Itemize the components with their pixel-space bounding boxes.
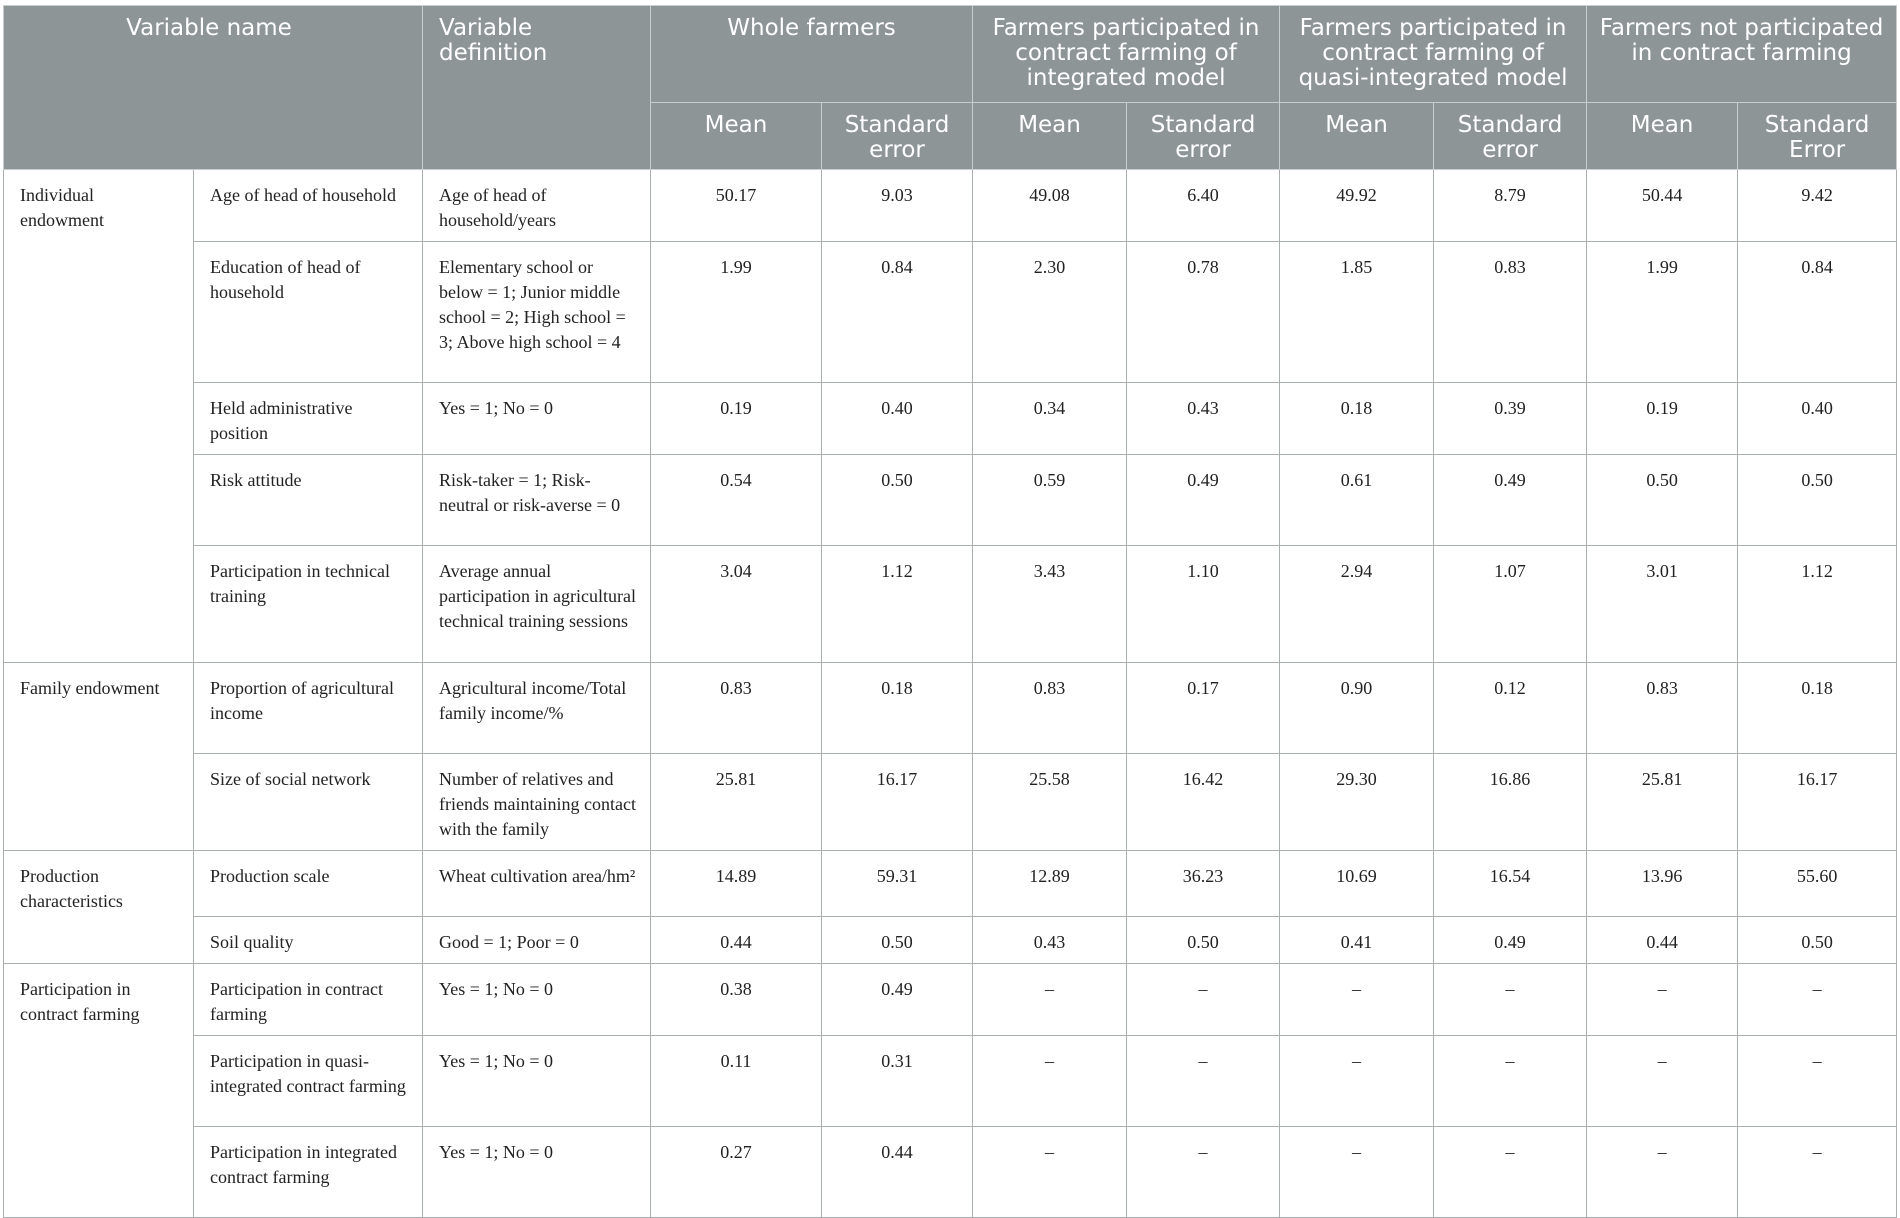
value-cell: – (1434, 1036, 1587, 1127)
table-row (4, 170, 1897, 242)
value-cell: 0.50 (1587, 455, 1738, 546)
value-cell: 0.43 (1127, 383, 1280, 455)
value-cell: 0.90 (1280, 663, 1434, 754)
value-cell: 25.81 (651, 754, 822, 851)
header-sub-mean: Mean (651, 103, 822, 170)
value-cell: 1.12 (1738, 546, 1897, 663)
value-cell: 0.50 (822, 455, 973, 546)
value-cell: – (1587, 1036, 1738, 1127)
value-cell: 0.49 (822, 964, 973, 1036)
variable-definition-cell: Yes = 1; No = 0 (423, 1127, 651, 1218)
value-cell: 0.50 (1738, 917, 1897, 964)
value-cell: 25.81 (1587, 754, 1738, 851)
value-cell: – (1127, 1127, 1280, 1218)
variable-definition-cell: Yes = 1; No = 0 (423, 383, 651, 455)
value-cell: 1.12 (822, 546, 973, 663)
value-cell: 36.23 (1127, 851, 1280, 917)
variable-name-cell: Soil quality (194, 917, 423, 964)
variable-definition-cell: Yes = 1; No = 0 (423, 1036, 651, 1127)
variable-definition-cell: Average annual participation in agricultural technical training sessions (423, 546, 651, 663)
value-cell: 1.10 (1127, 546, 1280, 663)
value-cell: – (1127, 1036, 1280, 1127)
header-sub-standard-error: Standard Error (1738, 103, 1897, 170)
value-cell: – (1280, 964, 1434, 1036)
variable-name-cell: Education of head of household (194, 242, 423, 383)
value-cell: 59.31 (822, 851, 973, 917)
table-row (4, 917, 1897, 964)
header-sub-standard-error: Standard error (822, 103, 973, 170)
value-cell: 8.79 (1434, 170, 1587, 242)
value-cell: – (973, 1127, 1127, 1218)
variable-name-cell: Participation in technical training (194, 546, 423, 663)
value-cell: 0.18 (1280, 383, 1434, 455)
header-variable-name: Variable name (4, 6, 423, 170)
header-group-integrated: Farmers participated in contract farming of integrated model (973, 6, 1280, 103)
value-cell: – (1738, 1127, 1897, 1218)
variable-name-cell: Participation in quasi-integrated contract farming (194, 1036, 423, 1127)
category-cell: Production characteristics (4, 851, 194, 964)
variable-name-cell: Age of head of household (194, 170, 423, 242)
variable-definition-cell: Agricultural income/Total family income/% (423, 663, 651, 754)
value-cell: 0.18 (1738, 663, 1897, 754)
value-cell: 0.12 (1434, 663, 1587, 754)
value-cell: – (973, 964, 1127, 1036)
value-cell: – (1738, 964, 1897, 1036)
value-cell: 50.17 (651, 170, 822, 242)
variable-definition-cell: Elementary school or below = 1; Junior middle school = 2; High school = 3; Above high school = 4 (423, 242, 651, 383)
statistics-table (3, 5, 1897, 1218)
value-cell: – (1587, 1127, 1738, 1218)
header-sub-mean: Mean (1587, 103, 1738, 170)
table-row (4, 546, 1897, 663)
value-cell: 25.58 (973, 754, 1127, 851)
value-cell: 0.84 (822, 242, 973, 383)
value-cell: 0.54 (651, 455, 822, 546)
value-cell: 0.18 (822, 663, 973, 754)
value-cell: 0.11 (651, 1036, 822, 1127)
header-sub-standard-error: Standard error (1127, 103, 1280, 170)
value-cell: – (1280, 1127, 1434, 1218)
variable-definition-cell: Wheat cultivation area/hm² (423, 851, 651, 917)
value-cell: 0.44 (1587, 917, 1738, 964)
table-row (4, 242, 1897, 383)
variable-definition-cell: Good = 1; Poor = 0 (423, 917, 651, 964)
value-cell: 2.30 (973, 242, 1127, 383)
value-cell: 0.49 (1434, 917, 1587, 964)
header-group-not-participated: Farmers not participated in contract farming (1587, 6, 1897, 103)
variable-name-cell: Proportion of agricultural income (194, 663, 423, 754)
value-cell: 13.96 (1587, 851, 1738, 917)
header-group-whole: Whole farmers (651, 6, 973, 103)
value-cell: 0.38 (651, 964, 822, 1036)
variable-definition-cell: Yes = 1; No = 0 (423, 964, 651, 1036)
variable-name-cell: Participation in contract farming (194, 964, 423, 1036)
value-cell: – (1434, 964, 1587, 1036)
value-cell: 0.19 (1587, 383, 1738, 455)
value-cell: 0.78 (1127, 242, 1280, 383)
variable-name-cell: Risk attitude (194, 455, 423, 546)
value-cell: 16.54 (1434, 851, 1587, 917)
header-sub-mean: Mean (1280, 103, 1434, 170)
value-cell: 1.07 (1434, 546, 1587, 663)
value-cell: 0.31 (822, 1036, 973, 1127)
value-cell: 0.44 (651, 917, 822, 964)
value-cell: 6.40 (1127, 170, 1280, 242)
category-cell: Family endowment (4, 663, 194, 851)
value-cell: 0.83 (1434, 242, 1587, 383)
value-cell: – (1127, 964, 1280, 1036)
value-cell: 0.84 (1738, 242, 1897, 383)
variable-definition-cell: Age of head of household/years (423, 170, 651, 242)
value-cell: 55.60 (1738, 851, 1897, 917)
header-sub-standard-error: Standard error (1434, 103, 1587, 170)
value-cell: 0.50 (1738, 455, 1897, 546)
variable-name-cell: Participation in integrated contract farming (194, 1127, 423, 1218)
table-row (4, 964, 1897, 1036)
table-row (4, 455, 1897, 546)
value-cell: 0.41 (1280, 917, 1434, 964)
value-cell: 0.40 (1738, 383, 1897, 455)
value-cell: 0.61 (1280, 455, 1434, 546)
value-cell: 0.43 (973, 917, 1127, 964)
table-row (4, 663, 1897, 754)
value-cell: 0.40 (822, 383, 973, 455)
value-cell: 0.19 (651, 383, 822, 455)
value-cell: 3.01 (1587, 546, 1738, 663)
value-cell: 0.49 (1434, 455, 1587, 546)
variable-name-cell: Production scale (194, 851, 423, 917)
variable-name-cell: Size of social network (194, 754, 423, 851)
value-cell: 16.17 (822, 754, 973, 851)
table-row (4, 754, 1897, 851)
value-cell: – (1738, 1036, 1897, 1127)
header-group-quasi-integrated: Farmers participated in contract farming of quasi-integrated model (1280, 6, 1587, 103)
value-cell: 12.89 (973, 851, 1127, 917)
value-cell: 9.42 (1738, 170, 1897, 242)
value-cell: 49.08 (973, 170, 1127, 242)
value-cell: 0.83 (973, 663, 1127, 754)
variable-definition-cell: Risk-taker = 1; Risk-neutral or risk-averse = 0 (423, 455, 651, 546)
value-cell: 0.49 (1127, 455, 1280, 546)
value-cell: 1.99 (651, 242, 822, 383)
variable-definition-cell: Number of relatives and friends maintaining contact with the family (423, 754, 651, 851)
value-cell: 49.92 (1280, 170, 1434, 242)
value-cell: 10.69 (1280, 851, 1434, 917)
value-cell: 3.43 (973, 546, 1127, 663)
value-cell: 1.85 (1280, 242, 1434, 383)
value-cell: 29.30 (1280, 754, 1434, 851)
value-cell: 0.17 (1127, 663, 1280, 754)
value-cell: 0.44 (822, 1127, 973, 1218)
value-cell: 0.83 (1587, 663, 1738, 754)
category-cell: Individual endowment (4, 170, 194, 663)
table-row (4, 1036, 1897, 1127)
value-cell: 0.39 (1434, 383, 1587, 455)
value-cell: 14.89 (651, 851, 822, 917)
value-cell: – (1587, 964, 1738, 1036)
value-cell: 1.99 (1587, 242, 1738, 383)
value-cell: 2.94 (1280, 546, 1434, 663)
value-cell: 16.86 (1434, 754, 1587, 851)
value-cell: 0.59 (973, 455, 1127, 546)
value-cell: 3.04 (651, 546, 822, 663)
table-row (4, 383, 1897, 455)
table-row (4, 1127, 1897, 1218)
value-cell: – (1280, 1036, 1434, 1127)
value-cell: 16.42 (1127, 754, 1280, 851)
value-cell: 0.83 (651, 663, 822, 754)
table-body (4, 170, 1897, 1218)
variable-name-cell: Held administrative position (194, 383, 423, 455)
header-variable-definition: Variable definition (423, 6, 651, 170)
value-cell: 50.44 (1587, 170, 1738, 242)
value-cell: 9.03 (822, 170, 973, 242)
value-cell: 0.50 (822, 917, 973, 964)
value-cell: 16.17 (1738, 754, 1897, 851)
value-cell: 0.50 (1127, 917, 1280, 964)
category-cell: Participation in contract farming (4, 964, 194, 1218)
value-cell: – (1434, 1127, 1587, 1218)
header-sub-mean: Mean (973, 103, 1127, 170)
value-cell: – (973, 1036, 1127, 1127)
value-cell: 0.27 (651, 1127, 822, 1218)
value-cell: 0.34 (973, 383, 1127, 455)
table-row (4, 851, 1897, 917)
